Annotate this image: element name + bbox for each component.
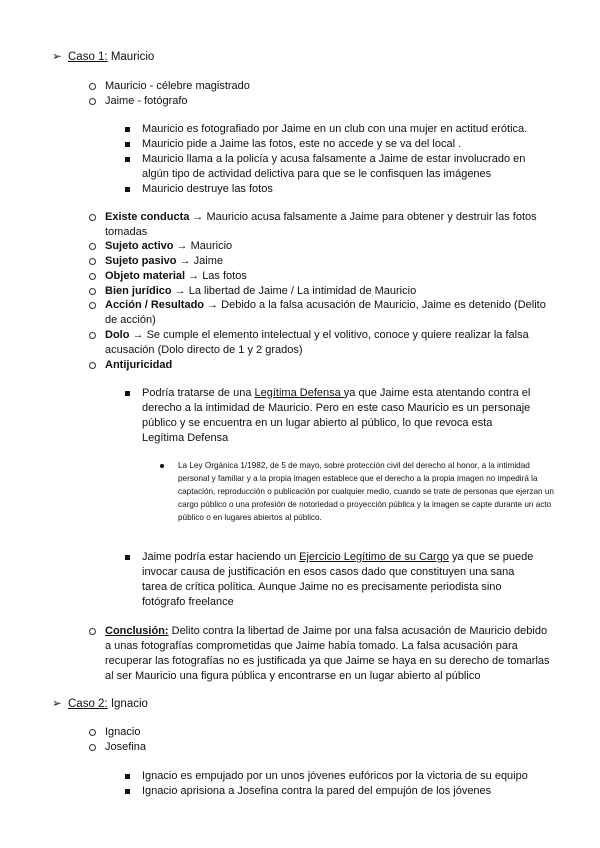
case-1-heading: ➢ Caso 1: Mauricio xyxy=(52,51,155,63)
dot-bullet-icon xyxy=(160,464,164,468)
circle-bullet-icon xyxy=(89,214,96,221)
list-item: Ignacio xyxy=(89,725,549,740)
antijuricidad: Antijuricidad xyxy=(89,358,549,373)
bien-juridico: Bien jurídico → La libertad de Jaime / La intimidad de Mauricio xyxy=(89,284,549,299)
list-item: Mauricio destruye las fotos xyxy=(125,182,545,197)
square-bullet-icon xyxy=(125,157,130,162)
sujeto-pasivo: Sujeto pasivo → Jaime xyxy=(89,254,549,269)
square-bullet-icon xyxy=(125,774,130,779)
list-item: Mauricio es fotografiado por Jaime en un club con una mujer en actitud erótica. xyxy=(125,122,545,137)
square-bullet-icon xyxy=(125,789,130,794)
circle-bullet-icon xyxy=(89,744,96,751)
conclusion: Conclusión: Delito contra la libertad de Jaime por una falsa acusación de Mauricio debido a unas fotografías comprometidas que Jaime había tomado. La falsa acusación para recuperar las fotografías no es justificada ya que Jaime se haya en su derecho de tomarlas al ser Mauricio una figura pública y encontrarse en un lugar abierto al público xyxy=(89,624,554,684)
sujeto-activo: Sujeto activo → Mauricio xyxy=(89,239,549,254)
circle-bullet-icon xyxy=(89,362,96,369)
list-item: Josefina xyxy=(89,740,549,755)
dolo: Dolo → Se cumple el elemento intelectual y el volitivo, conoce y quiere realizar la falsa acusación (Dolo directo de 1 y 2 grados) xyxy=(89,328,549,358)
existe-conducta: Existe conducta → Mauricio acusa falsamente a Jaime para obtener y destruir las fotos tomadas xyxy=(89,210,549,240)
circle-bullet-icon xyxy=(89,288,96,295)
square-bullet-icon xyxy=(125,142,130,147)
list-item: Ignacio aprisiona a Josefina contra la pared del empujón de los jóvenes xyxy=(125,784,545,799)
circle-bullet-icon xyxy=(89,332,96,339)
arrow-bullet-icon: ➢ xyxy=(52,698,62,710)
ley-organica-note: La Ley Orgánica 1/1982, de 5 de mayo, sobre protección civil del derecho al honor, a la intimidad personal y familiar y a la propia imagen establece que el derecho a la propia imagen no impedirá la captación, reproducción o publicación por cualquier medio, cuando se trate de personas que ejerzan un cargo público o una profesión de notoriedad o proyección pública y la imagen se capte durante un acto público o en lugares abiertos al público. xyxy=(160,459,556,524)
circle-bullet-icon xyxy=(89,302,96,309)
list-item: Mauricio llama a la policía y acusa falsamente a Jaime de estar involucrado en algún tipo de actividad delictiva para que se le confisquen las imágenes xyxy=(125,152,545,182)
list-item: Jaime - fotógrafo xyxy=(89,94,549,109)
ejercicio-legitimo-paragraph: Jaime podría estar haciendo un Ejercicio Legítimo de su Cargo ya que se puede invocar causa de justificación en esos casos dado que constituyen una sana tarea de crítica política. Aunque Jaime no es precisamente periodista sino fotógrafo freelance xyxy=(125,550,535,610)
list-item: Ignacio es empujado por un unos jóvenes eufóricos por la victoria de su equipo xyxy=(125,769,545,784)
case-2-heading: ➢ Caso 2: Ignacio xyxy=(52,698,148,710)
legitima-defensa-paragraph: Podría tratarse de una Legítima Defensa ya que Jaime esta atentando contra el derecho a la intimidad de Mauricio. Pero en este caso Mauricio es un personaje público y se encuentra en un lugar abierto al público, lo que revoca esta Legítima Defensa xyxy=(125,386,535,446)
square-bullet-icon xyxy=(125,127,130,132)
accion-resultado: Acción / Resultado → Debido a la falsa acusación de Mauricio, Jaime es detenido (Delito de acción) xyxy=(89,298,549,328)
circle-bullet-icon xyxy=(89,258,96,265)
square-bullet-icon xyxy=(125,391,130,396)
circle-bullet-icon xyxy=(89,83,96,90)
list-item: Mauricio pide a Jaime las fotos, este no accede y se va del local . xyxy=(125,137,545,152)
objeto-material: Objeto material → Las fotos xyxy=(89,269,549,284)
circle-bullet-icon xyxy=(89,729,96,736)
circle-bullet-icon xyxy=(89,628,96,635)
circle-bullet-icon xyxy=(89,98,96,105)
list-item: Mauricio - célebre magistrado xyxy=(89,79,549,94)
arrow-bullet-icon: ➢ xyxy=(52,51,62,63)
circle-bullet-icon xyxy=(89,243,96,250)
square-bullet-icon xyxy=(125,187,130,192)
circle-bullet-icon xyxy=(89,273,96,280)
square-bullet-icon xyxy=(125,555,130,560)
